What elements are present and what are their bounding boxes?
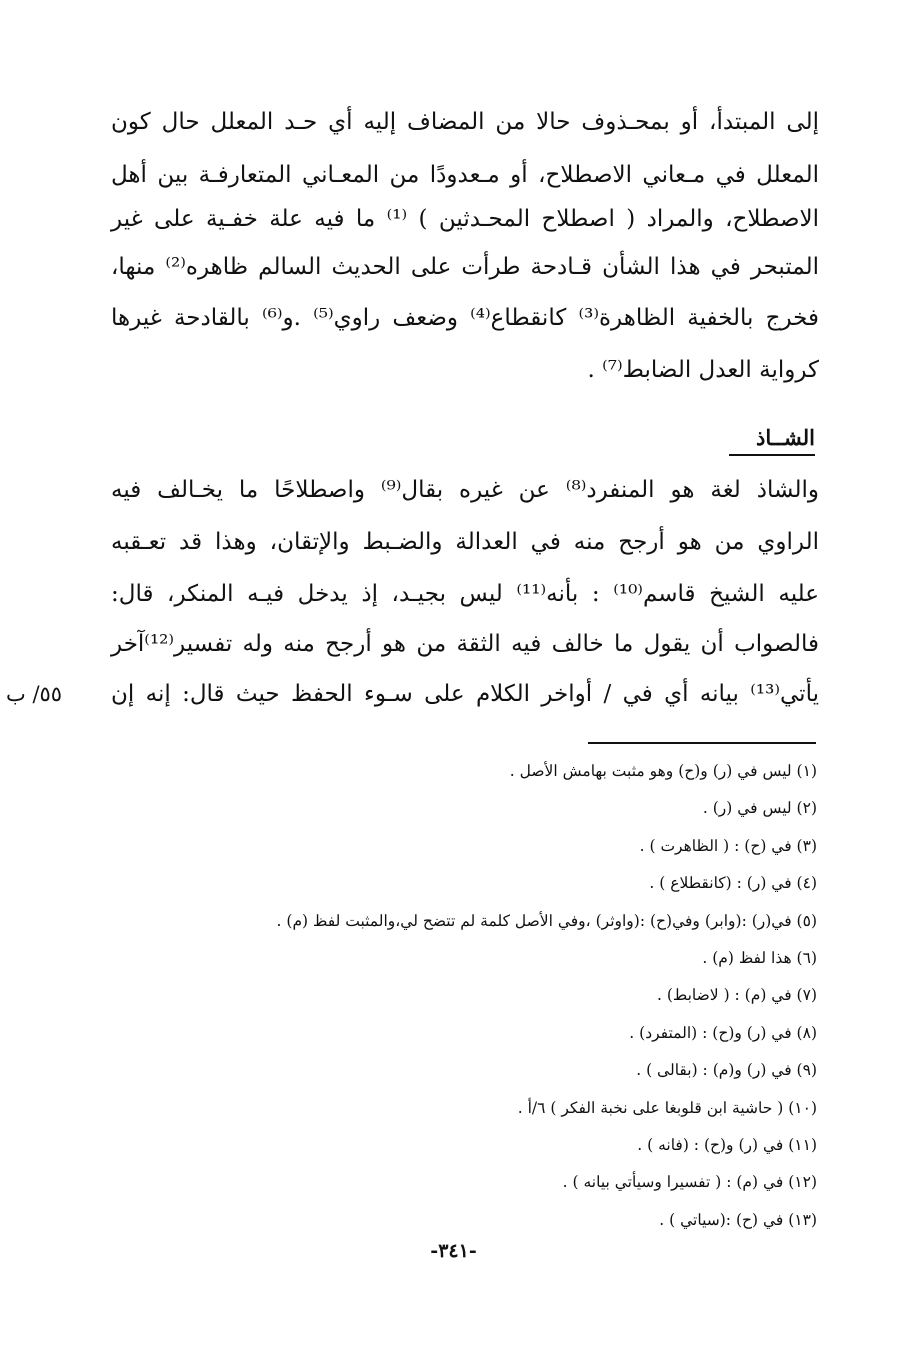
- footnote-10: (١٠) ( حاشية ابن قلوبغا على نخبة الفكر ) ٦/أ .: [517, 1098, 817, 1117]
- body-line-6: كرواية العدل الضابط⁽⁷⁾ .: [587, 357, 819, 383]
- body-line-5: فخرج بالخفية الظاهرة⁽³⁾ كانقطاع⁽⁴⁾ وضعف راوي⁽⁵⁾ .و⁽⁶⁾ بالقادحة غيرها: [111, 305, 820, 331]
- section-line-4: فالصواب أن يقول ما خالف فيه الثقة من هو أرجح منه وله تفسير⁽¹²⁾آخر: [111, 631, 819, 657]
- footnote-13: (١٣) في (ح) :(سياتي ) .: [659, 1210, 817, 1229]
- body-line-2: المعلل في مـعاني الاصطلاح، أو مـعدودًا من المعـاني المتعارفـة بين أهل: [111, 162, 819, 188]
- body-line-3: الاصطلاح، والمراد ( اصطلاح المحـدثين ) ⁽¹⁾ ما فيه علة خفـية على غير: [111, 206, 819, 232]
- footnote-separator: [588, 742, 816, 744]
- footnote-8: (٨) في (ر) و(ح) : (المتفرد) .: [629, 1023, 817, 1042]
- footnote-9: (٩) في (ر) و(م) : (بقالى ) .: [636, 1061, 817, 1080]
- page-number: -٣٤١-: [430, 1240, 477, 1262]
- footnote-7: (٧) في (م) : ( لاضابط) .: [656, 986, 817, 1005]
- section-heading-underline: [729, 454, 815, 456]
- footnote-6: (٦) هذا لفظ (م) .: [702, 948, 817, 967]
- body-line-1: إلى المبتدأ، أو بمحـذوف حالا من المضاف إليه أي حـد المعلل حال كون: [111, 109, 819, 135]
- footnote-12: (١٢) في (م) : ( تفسيرا وسيأتي بيانه ) .: [562, 1173, 817, 1192]
- footnote-5: (٥) في(ر) :(وابر) وفي(ح) :(واوثر) ،وفي الأصل كلمة لم تتضح لي،والمثبت لفظ (م) .: [276, 911, 817, 930]
- footnote-11: (١١) في (ر) و(ح) : (فانه ) .: [637, 1135, 817, 1154]
- section-heading: الشــاذ: [755, 425, 815, 450]
- footnote-4: (٤) في (ر) : (كانقطلاع ) .: [649, 874, 817, 893]
- footnote-1: (١) ليس في (ر) و(ح) وهو مثبت بهامش الأصل .: [509, 762, 817, 780]
- section-line-3: عليه الشيخ قاسم⁽¹⁰⁾ : بأنه⁽¹¹⁾ ليس بجيـد، إذ يدخل فيـه المنكر، قال:: [111, 581, 819, 607]
- manuscript-folio-marker: ٥٥/ ب: [6, 682, 63, 706]
- footnotes-list: [97, 753, 817, 1239]
- section-line-1: والشاذ لغة هو المنفرد⁽⁸⁾ عن غيره بقال⁽⁹⁾ واصطلاحًا ما يخـالف فيه: [111, 477, 819, 503]
- section-line-5: يأتي⁽¹³⁾ بيانه أي في / أواخر الكلام على سـوء الحفظ حيث قال: إنه إن: [111, 681, 819, 707]
- footnote-3: (٣) في (ح) : ( الظاهرت ) .: [639, 836, 817, 855]
- section-line-2: الراوي من هو أرجح منه في العدالة والضـبط والإتقان، وهذا قد تعـقبه: [111, 529, 819, 555]
- body-line-4: المتبحر في هذا الشأن قـادحة طرأت على الحديث السالم ظاهره⁽²⁾ منها،: [111, 254, 819, 280]
- footnote-2: (٢) ليس في (ر) .: [702, 799, 817, 818]
